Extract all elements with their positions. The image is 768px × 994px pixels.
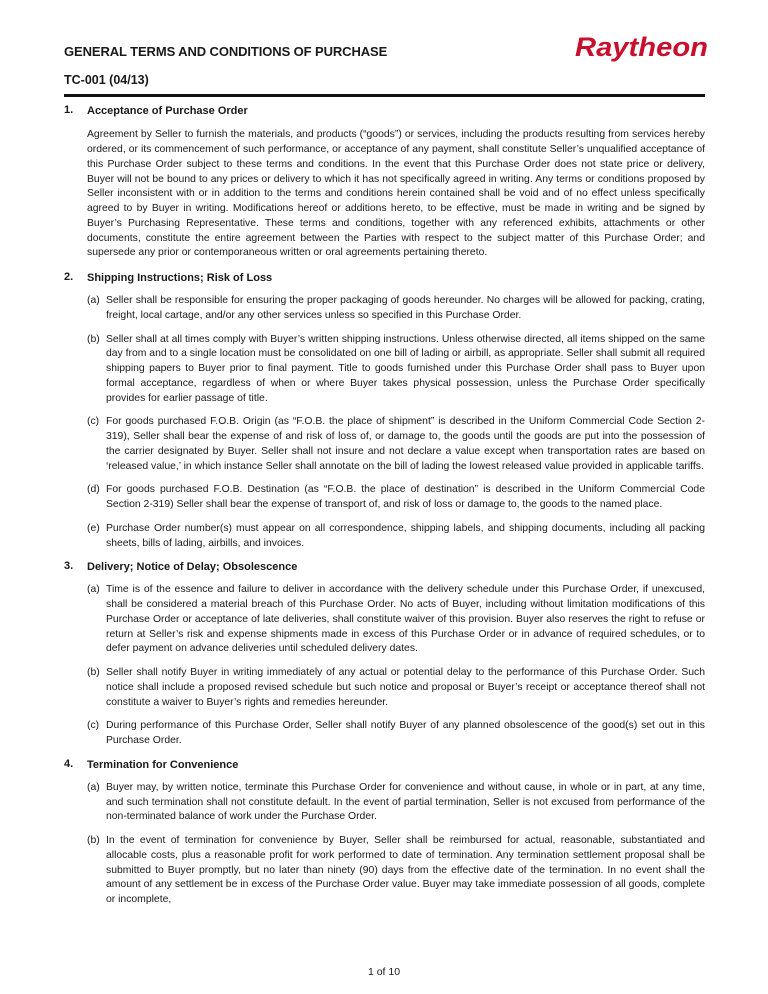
clause-text: For goods purchased F.O.B. Origin (as “F.O.B. the place of shipment” is described in the Uniform Commercial Code Section 2-319), Seller shall bear the expense of and risk of loss of, or damage to, the goods until the goods are put into the possession of the carrier designated by Buyer. Seller shall not insure and not declare a value except when transportation rates are based on ‘released value,’ in which instance Seller shall annotate on the bill of lading the lowest released value provided in applicable tariffs. <box>106 416 705 472</box>
clause-label: (c) <box>87 416 100 428</box>
clause-label: (b) <box>87 667 100 679</box>
section-number: 4. <box>64 757 74 770</box>
clause-label: (a) <box>87 584 100 596</box>
clause-item <box>87 483 705 513</box>
clause-item <box>87 522 705 552</box>
clause-label: (a) <box>87 295 100 307</box>
clause-label: (a) <box>87 781 100 793</box>
header-divider <box>64 94 705 97</box>
section-title: Acceptance of Purchase Order <box>87 105 248 117</box>
section-title: Termination for Convenience <box>87 758 239 771</box>
clause-text: During performance of this Purchase Order, Seller shall notify Buyer of any planned obsolescence of the good(s) set out in this Purchase Order. <box>106 720 705 747</box>
clause-text: Seller shall at all times comply with Buyer’s written shipping instructions. Unless otherwise directed, all items shipped on the same day from and to a single location must be consolidated on one bill of lading or airbill, as appropriate. Seller shall submit all required shipping papers to Buyer prior to final payment. Title to goods furnished under this Purchase Order shall pass to Buyer upon formal acceptance, regardless of when or where Buyer takes physical possession, unless the Purchase Order specifically provides for earlier passage of title. <box>106 333 705 404</box>
section-title: Shipping Instructions; Risk of Loss <box>87 272 273 285</box>
clause-item <box>87 415 705 474</box>
section-title: Delivery; Notice of Delay; Obsolescence <box>87 561 298 574</box>
clause-label: (d) <box>87 484 100 496</box>
clause-item <box>87 781 705 825</box>
clause-item <box>87 666 705 710</box>
clause-text: Buyer may, by written notice, terminate this Purchase Order for convenience and without cause, in whole or in part, at any time, and such termination shall not constitute default. In the event of partial termination, Seller is not excused from performance of the non-terminated balance of work under the Purchase Order. <box>106 781 705 823</box>
clause-label: (e) <box>87 522 100 534</box>
clause-item <box>87 719 705 749</box>
raytheon-logo <box>573 30 710 64</box>
logo-wordmark: Raytheon <box>575 32 708 62</box>
clause-label: (b) <box>87 835 100 847</box>
section-1 <box>64 104 705 261</box>
clause-text: For goods purchased F.O.B. Destination (as “F.O.B. the place of destination” is described in the Uniform Commercial Code Section 2-319) Seller shall bear the expense of transport of, and risk of loss or damage to, the goods to the named place. <box>106 484 705 511</box>
clause-item <box>87 294 705 324</box>
section-4 <box>64 758 705 908</box>
clause-text: Seller shall notify Buyer in writing immediately of any actual or potential delay to the performance of this Purchase Order. Such notice shall include a proposed revised schedule but such notice and proposal or Buyer’s receipt or acceptance thereof shall not constitute a waiver to Buyer’s rights and remedies hereunder. <box>106 667 705 708</box>
clause-label: (c) <box>87 720 100 732</box>
section-2 <box>64 271 705 551</box>
clause-label: (b) <box>87 333 100 345</box>
clause-text: Purchase Order number(s) must appear on all correspondence, shipping labels, and shipping documents, including all packing sheets, bills of lading, airbills, and invoices. <box>106 522 705 549</box>
section-number: 3. <box>64 560 74 573</box>
clause-text: In the event of termination for convenience by Buyer, Seller shall be reimbursed for actual, reasonable, substantiated and allocable costs, plus a reasonable profit for work performed to date of termination. Any termination settlement proposal shall be submitted to Buyer promptly, but no later than ninety (90) days from the effective date of the termination. In no event shall the amount of any settlement be in excess of the Purchase Order value. Buyer may take immediate possession of all goods, complete or incomplete, <box>106 835 705 906</box>
document-code: TC-001 (04/13) <box>64 73 149 87</box>
clause-text: Time is of the essence and failure to deliver in accordance with the delivery schedule under this Purchase Order, if unexcused, shall be considered a material breach of this Purchase Order. No acts of Buyer, including without limitation modifications of this Purchase Order or acceptance of late deliveries, shall constitute waiver of this provision. Buyer also reserves the right to refuse or return at Seller’s risk and expense shipments made in excess of this Purchase Order or in advance of required schedules, or to defer payment on advance deliveries until scheduled delivery dates. <box>106 584 705 655</box>
clause-item <box>87 583 705 657</box>
document-title: GENERAL TERMS AND CONDITIONS OF PURCHASE <box>64 44 388 59</box>
clause-item <box>87 834 705 908</box>
section-number: 1. <box>64 104 74 116</box>
terms-body <box>64 104 705 917</box>
section-3 <box>64 560 705 749</box>
clause-text: Seller shall be responsible for ensuring the proper packaging of goods hereunder. No charges will be allowed for packing, crating, freight, local cartage, and/or any other services unless so specified in this Purchase Order. <box>106 295 705 321</box>
clause-item <box>87 333 705 407</box>
section-number: 2. <box>64 271 74 284</box>
page-number: 1 of 10 <box>367 966 401 978</box>
section-paragraph: Agreement by Seller to furnish the materials, and products (“goods”) or services, including the products resulting from services hereby ordered, or its commencement of such performance, or acceptance of any payment, shall constitute Seller’s unqualified acceptance of this Purchase Order subject to these terms and conditions. In the event that this Purchase Order does not state price or delivery, Buyer will not be bound to any prices or delivery to which it has not specifically agreed in writing. Any terms or conditions proposed by Seller inconsistent with or in addition to the terms and conditions herein contained shall be void and of no effect unless specifically agreed to by Buyer in writing. Modifications hereof or additions hereto, to be effective, must be made in writing and be signed by Buyer’s Purchasing Representative. These terms and conditions, together with any referenced exhibits, attachments or other documents, constitute the entire agreement between the Parties with respect to the subject matter of this Purchase Order; and supersede any prior or contemporaneous written or oral agreements pertaining thereto. <box>87 129 705 259</box>
